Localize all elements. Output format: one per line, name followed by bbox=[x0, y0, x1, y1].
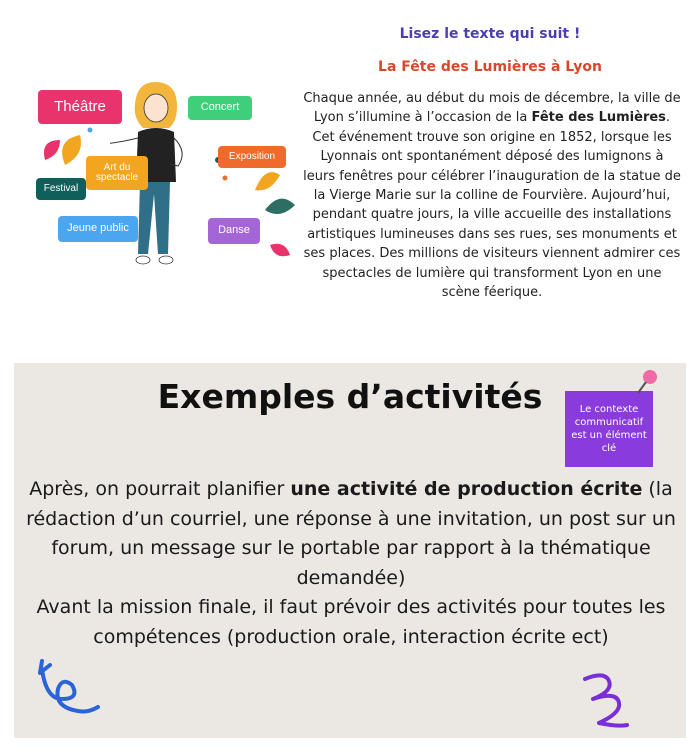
reading-paragraph bbox=[303, 89, 681, 302]
culture-illustration bbox=[30, 70, 300, 280]
sticky-note bbox=[565, 391, 653, 467]
sticky-note-text: Le contexte communicatif est un élément clé bbox=[571, 404, 647, 454]
tag-danse: Danse bbox=[208, 218, 260, 244]
pushpin-icon bbox=[632, 367, 662, 397]
tag-concert: Concert bbox=[188, 96, 252, 120]
activity-line-2: Avant la mission finale, il faut prévoir des activités pour toutes les compétences (production orale, interaction écrite ect) bbox=[36, 596, 666, 648]
activities-title: Exemples d’activités bbox=[157, 377, 543, 416]
activity-bold-phrase: une activité de production écrite bbox=[290, 478, 643, 500]
activities-text bbox=[18, 475, 684, 652]
tag-festival: Festival bbox=[36, 178, 86, 200]
text-title: La Fête des Lumières à Lyon bbox=[378, 59, 602, 75]
tag-jeune-public: Jeune public bbox=[58, 216, 138, 242]
activity-line-prefix: Après, on pourrait planifier bbox=[29, 478, 291, 500]
tag-theatre: Théâtre bbox=[38, 90, 122, 124]
paragraph-part-1: Chaque année, au début du mois de décembre, la ville de Lyon s’illumine à l’occasion de la bbox=[303, 91, 681, 126]
activity-line-rest: (la rédaction d’un courriel, une réponse à une invitation, un post sur un forum, un message sur le portable par rapport à la thématique demandée) bbox=[26, 478, 676, 589]
intro-panel bbox=[0, 0, 700, 350]
instruction-heading: Lisez le texte qui suit ! bbox=[399, 26, 581, 42]
tag-exposition: Exposition bbox=[218, 146, 286, 168]
activities-slide bbox=[14, 363, 686, 738]
paragraph-part-2: . Cet événement trouve son origine en 1852, lorsque les Lyonnais ont spontanément déposé des lumignons à leurs fenêtres pour célébrer l’inauguration de la statue de la Vierge Marie sur la colline de Fourvière. Aujourd’hui, pendant quatre jours, la ville accueille des installations artistiques lumineuses dans ses rues, ses monuments et ses places. Des millions de visiteurs viennent admirer ces spectacles de lumière qui transforment Lyon en une scène féerique. bbox=[303, 110, 681, 301]
paragraph-bold-term: Fête des Lumières bbox=[531, 110, 666, 126]
blue-scribble-arrow-icon bbox=[20, 655, 110, 725]
purple-squiggle-icon bbox=[577, 669, 647, 729]
tag-art-du-spectacle: Art du spectacle bbox=[86, 156, 148, 190]
